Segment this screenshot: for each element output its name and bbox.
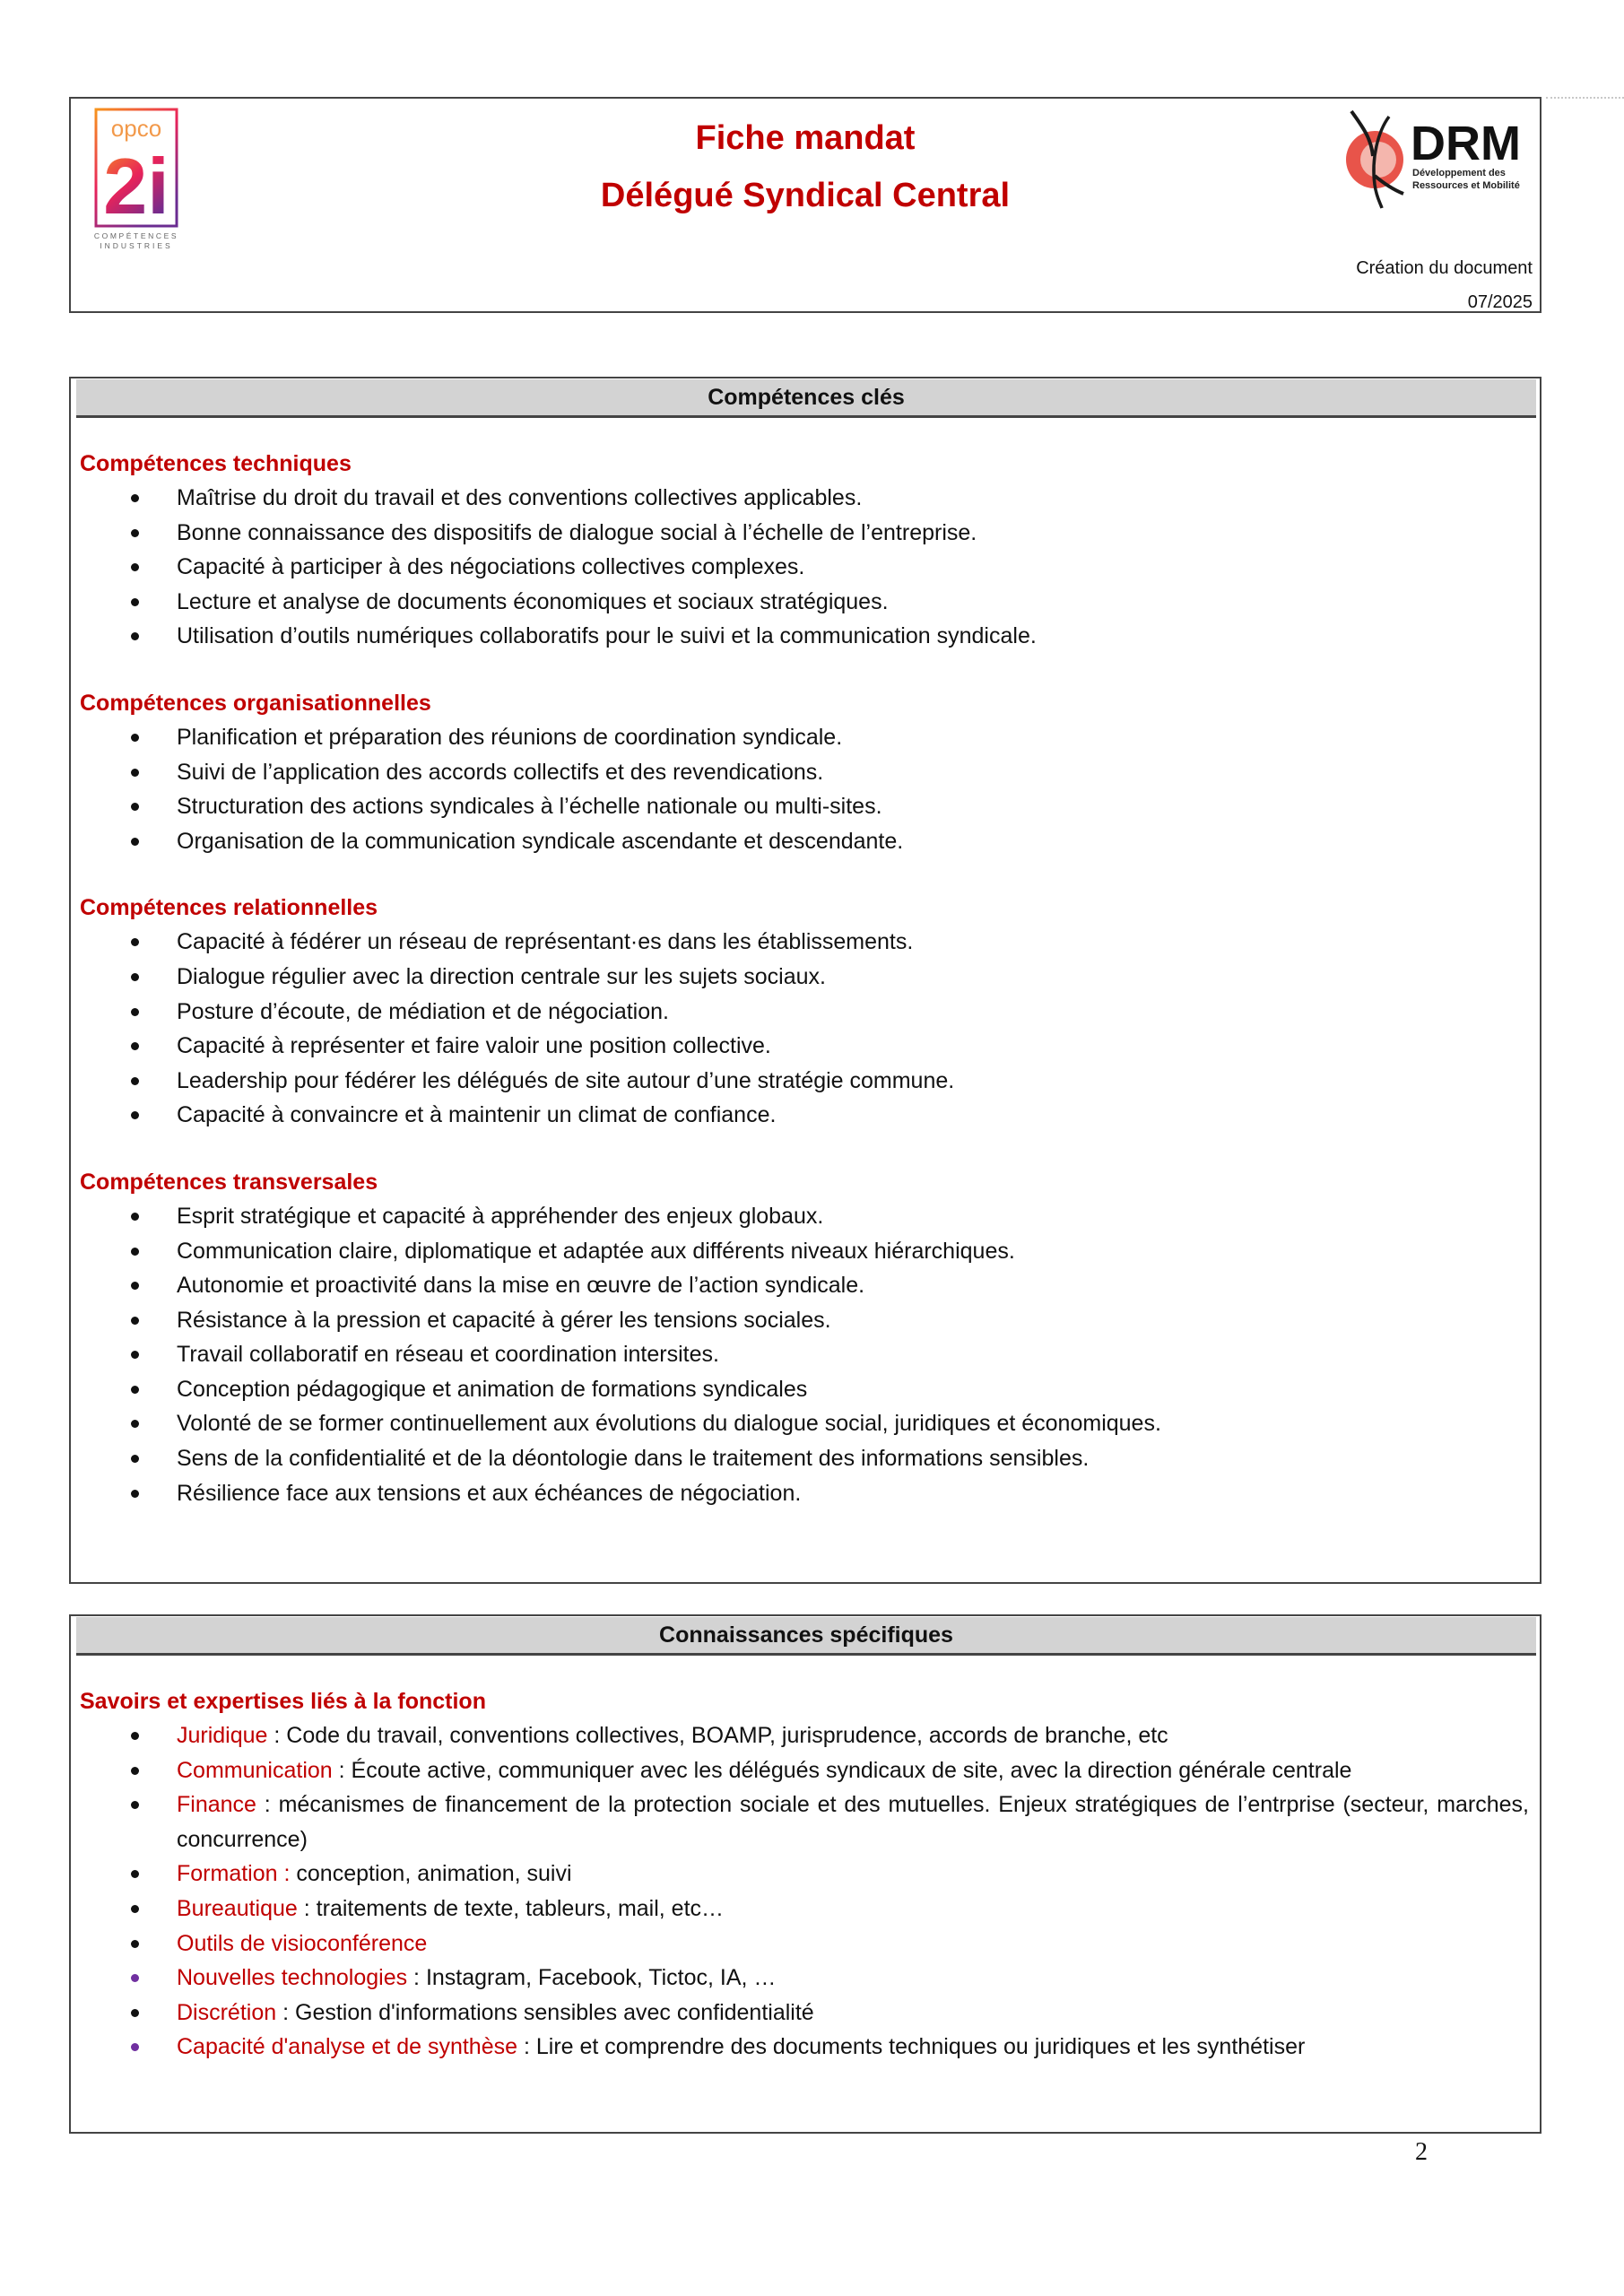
list-item: Bonne connaissance des dispositifs de dialogue social à l’échelle de l’entreprise.	[80, 516, 1529, 551]
title-line-2: Délégué Syndical Central	[600, 177, 1011, 214]
list-transversales	[80, 1199, 1529, 1510]
list-item: Suivi de l’application des accords collectifs et des revendications.	[80, 755, 1529, 790]
list-techniques	[80, 481, 1529, 654]
item-label: Juridique	[177, 1723, 268, 1748]
bullet-icon	[131, 1111, 139, 1119]
bullet-icon	[131, 494, 139, 502]
bullet-icon	[131, 1767, 139, 1775]
svg-text:Ressources et Mobilité: Ressources et Mobilité	[1412, 180, 1520, 191]
bullet-icon	[131, 1420, 139, 1428]
list-item: Communication claire, diplomatique et adaptée aux différents niveaux hiérarchiques.	[80, 1234, 1529, 1269]
bullet-icon	[131, 1282, 139, 1290]
group-title-savoirs: Savoirs et expertises liés à la fonction	[80, 1689, 486, 1714]
bullet-icon	[131, 529, 139, 537]
list-item: Utilisation d’outils numériques collaboratifs pour le suivi et la communication syndicale.	[80, 619, 1529, 654]
list-item: Posture d’écoute, de médiation et de négociation.	[80, 995, 1529, 1030]
bullet-icon	[131, 2043, 139, 2051]
bullet-icon	[131, 1317, 139, 1325]
item-label: Nouvelles technologies	[177, 1965, 408, 1991]
list-item: Nouvelles technologies : Instagram, Facebook, Tictoc, IA, …	[80, 1961, 1529, 1996]
bullet-icon	[131, 938, 139, 946]
list-item: Lecture et analyse de documents économiques et sociaux stratégiques.	[80, 585, 1529, 620]
list-item: Bureautique : traitements de texte, tableurs, mail, etc…	[80, 1892, 1529, 1926]
svg-text:INDUSTRIES: INDUSTRIES	[100, 241, 173, 250]
list-item: Capacité d'analyse et de synthèse : Lire et comprendre des documents techniques ou juridiques et les synthétiser	[80, 2030, 1529, 2065]
list-item: Finance : mécanismes de financement de la protection sociale et des mutuelles. Enjeux stratégiques de l’entrprise (secteur, marches, concurrence)	[80, 1787, 1529, 1857]
group-title-techniques: Compétences techniques	[80, 451, 352, 476]
svg-text:DRM: DRM	[1411, 117, 1521, 170]
bullet-icon	[131, 2009, 139, 2017]
list-item: Résistance à la pression et capacité à gérer les tensions sociales.	[80, 1303, 1529, 1338]
list-item: Conception pédagogique et animation de formations syndicales	[80, 1372, 1529, 1407]
page-edge-divider	[1546, 97, 1624, 99]
item-label: Communication	[177, 1757, 333, 1783]
creation-date: 07/2025	[1467, 292, 1533, 312]
list-item: Structuration des actions syndicales à l’échelle nationale ou multi-sites.	[80, 789, 1529, 824]
group-title-transversales: Compétences transversales	[80, 1169, 378, 1195]
item-label: Outils de visioconférence	[177, 1930, 428, 1956]
document-title	[71, 109, 1540, 224]
bullet-icon	[131, 1042, 139, 1050]
drm-logo	[1339, 104, 1531, 212]
bullet-icon	[131, 838, 139, 846]
document-meta	[1356, 251, 1533, 319]
list-item: Discrétion : Gestion d'informations sensibles avec confidentialité	[80, 1996, 1529, 2031]
section-heading: Connaissances spécifiques	[76, 1617, 1536, 1656]
bullet-icon	[131, 1351, 139, 1359]
page-number: 2	[1415, 2138, 1428, 2166]
bullet-icon	[131, 1940, 139, 1948]
list-item: Capacité à représenter et faire valoir une position collective.	[80, 1029, 1529, 1064]
bullet-icon	[131, 1801, 139, 1809]
group-title-organisationnelles: Compétences organisationnelles	[80, 690, 431, 716]
section-competences-cles	[69, 377, 1541, 1584]
list-savoirs	[80, 1718, 1529, 2065]
bullet-icon	[131, 1077, 139, 1085]
bullet-icon	[131, 769, 139, 777]
bullet-icon	[131, 1386, 139, 1394]
list-organisationnelles	[80, 720, 1529, 858]
bullet-icon	[131, 1248, 139, 1256]
list-item: Capacité à fédérer un réseau de représentant·es dans les établissements.	[80, 925, 1529, 960]
svg-text:2i: 2i	[103, 142, 169, 230]
list-item: Capacité à participer à des négociations collectives complexes.	[80, 550, 1529, 585]
item-label: Formation :	[177, 1861, 291, 1887]
section-heading: Compétences clés	[76, 379, 1536, 418]
list-item: Dialogue régulier avec la direction centrale sur les sujets sociaux.	[80, 960, 1529, 995]
list-item	[80, 1926, 1529, 1961]
list-item: Planification et préparation des réunions de coordination syndicale.	[80, 720, 1529, 755]
list-item: Leadership pour fédérer les délégués de site autour d’une stratégie commune.	[80, 1064, 1529, 1099]
section-body	[80, 1684, 1529, 2065]
bullet-icon	[131, 973, 139, 981]
list-relationnelles	[80, 925, 1529, 1133]
section-connaissances-specifiques	[69, 1614, 1541, 2134]
document-header	[69, 97, 1541, 313]
list-item: Capacité à convaincre et à maintenir un climat de confiance.	[80, 1098, 1529, 1133]
bullet-icon	[131, 1974, 139, 1982]
list-item: Esprit stratégique et capacité à appréhender des enjeux globaux.	[80, 1199, 1529, 1234]
item-label: Bureautique	[177, 1895, 298, 1921]
list-item: Organisation de la communication syndicale ascendante et descendante.	[80, 824, 1529, 859]
bullet-icon	[131, 803, 139, 811]
bullet-icon	[131, 1455, 139, 1463]
section-body	[80, 447, 1529, 1510]
bullet-icon	[131, 1732, 139, 1740]
bullet-icon	[131, 632, 139, 640]
bullet-icon	[131, 1213, 139, 1221]
svg-text:COMPÉTENCES: COMPÉTENCES	[94, 231, 179, 240]
bullet-icon	[131, 563, 139, 571]
svg-text:opco: opco	[110, 115, 162, 142]
list-item: Autonomie et proactivité dans la mise en œuvre de l’action syndicale.	[80, 1268, 1529, 1303]
list-item: Maîtrise du droit du travail et des conventions collectives applicables.	[80, 481, 1529, 516]
bullet-icon	[131, 1490, 139, 1498]
bullet-icon	[131, 1008, 139, 1016]
creation-label: Création du document	[1356, 258, 1533, 278]
title-line-1: Fiche mandat	[695, 119, 916, 157]
bullet-icon	[131, 734, 139, 742]
list-item: Communication : Écoute active, communiquer avec les délégués syndicaux de site, avec la direction générale centrale	[80, 1753, 1529, 1788]
item-label: Finance	[177, 1792, 256, 1818]
list-item: Travail collaboratif en réseau et coordination intersites.	[80, 1337, 1529, 1372]
list-item: Sens de la confidentialité et de la déontologie dans le traitement des informations sensibles.	[80, 1441, 1529, 1476]
list-item: Résilience face aux tensions et aux échéances de négociation.	[80, 1476, 1529, 1511]
item-label: Discrétion	[177, 1999, 277, 2025]
bullet-icon	[131, 598, 139, 606]
svg-text:Développement des: Développement des	[1412, 168, 1506, 178]
item-label: Capacité d'analyse et de synthèse	[177, 2034, 518, 2060]
list-item: Formation : conception, animation, suivi	[80, 1857, 1529, 1892]
bullet-icon	[131, 1905, 139, 1913]
bullet-icon	[131, 1870, 139, 1878]
list-item: Volonté de se former continuellement aux évolutions du dialogue social, juridiques et économiques.	[80, 1406, 1529, 1441]
group-title-relationnelles: Compétences relationnelles	[80, 895, 378, 921]
list-item: Juridique : Code du travail, conventions collectives, BOAMP, jurisprudence, accords de branche, etc	[80, 1718, 1529, 1753]
